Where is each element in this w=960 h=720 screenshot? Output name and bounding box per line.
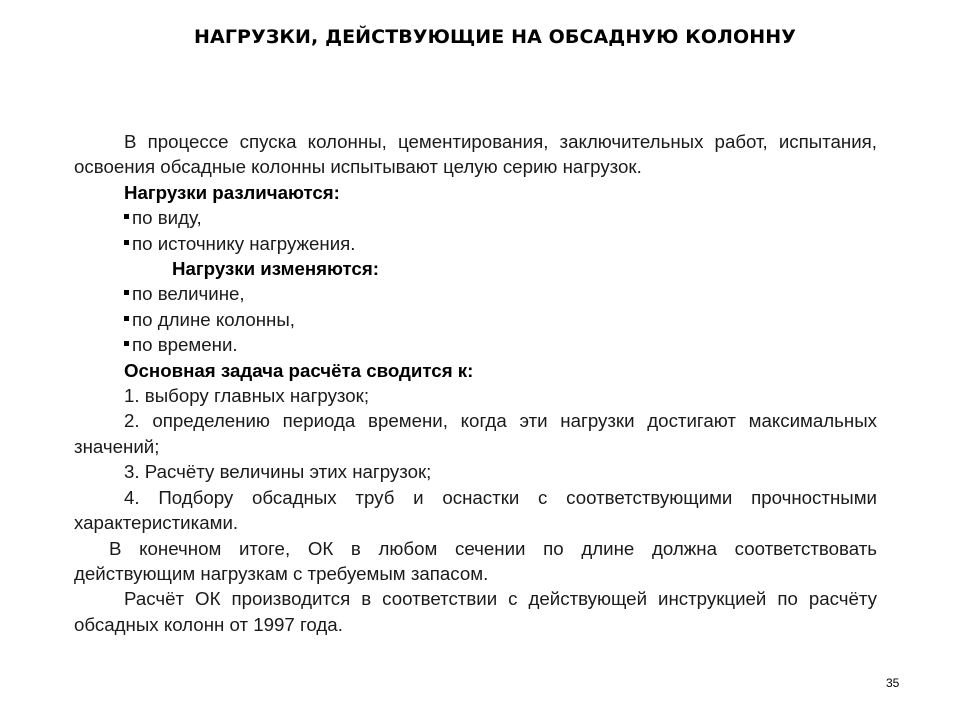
loads-change-list <box>74 281 877 357</box>
list-item <box>122 231 877 256</box>
bullet-square-icon <box>124 290 129 295</box>
step-item: 3. Расчёту величины этих нагрузок; <box>124 461 432 483</box>
slide-content <box>74 129 877 637</box>
bullet-square-icon <box>124 316 129 321</box>
list-item-text: по величине, <box>132 283 245 305</box>
loads-differ-heading: Нагрузки различаются: <box>124 181 340 203</box>
bullet-square-icon <box>124 341 129 346</box>
slide-title: НАГРУЗКИ, ДЕЙСТВУЮЩИЕ НА ОБСАДНУЮ КОЛОННУ <box>194 26 796 48</box>
list-item-text: по виду, <box>132 207 202 229</box>
list-item <box>122 205 877 230</box>
bullet-square-icon <box>124 240 129 245</box>
loads-change-heading: Нагрузки изменяются: <box>172 258 379 280</box>
list-item <box>122 332 877 357</box>
page-number: 35 <box>886 676 900 690</box>
intro-paragraph: В процессе спуска колонны, цементирования, заключительных работ, испытания, освоения обсадные колонны испытывают целую серию нагрузок. <box>74 131 877 178</box>
list-item-text: по длине колонны, <box>132 308 295 330</box>
bullet-square-icon <box>124 214 129 219</box>
list-item-text: по времени. <box>132 334 238 356</box>
step-item: 4. Подбору обсадных труб и оснастки с соответствующими прочностными характеристиками. <box>74 486 877 534</box>
loads-differ-list <box>74 205 877 256</box>
list-item <box>122 281 877 306</box>
list-item-text: по источнику нагружения. <box>132 232 356 254</box>
main-task-steps <box>74 383 877 535</box>
list-item <box>122 307 877 332</box>
conclusion-paragraph: В конечном итоге, ОК в любом сечении по длине должна соответствовать действующим нагрузкам с требуемым запасом. <box>74 537 877 584</box>
step-item: 1. выбору главных нагрузок; <box>124 385 370 407</box>
step-item: 2. определению периода времени, когда эти нагрузки достигают максимальных значений; <box>74 410 877 457</box>
main-task-heading: Основная задача расчёта сводится к: <box>124 359 474 381</box>
calculation-paragraph: Расчёт ОК производится в соответствии с действующей инструкцией по расчёту обсадных колонн от 1997 года. <box>74 588 877 635</box>
